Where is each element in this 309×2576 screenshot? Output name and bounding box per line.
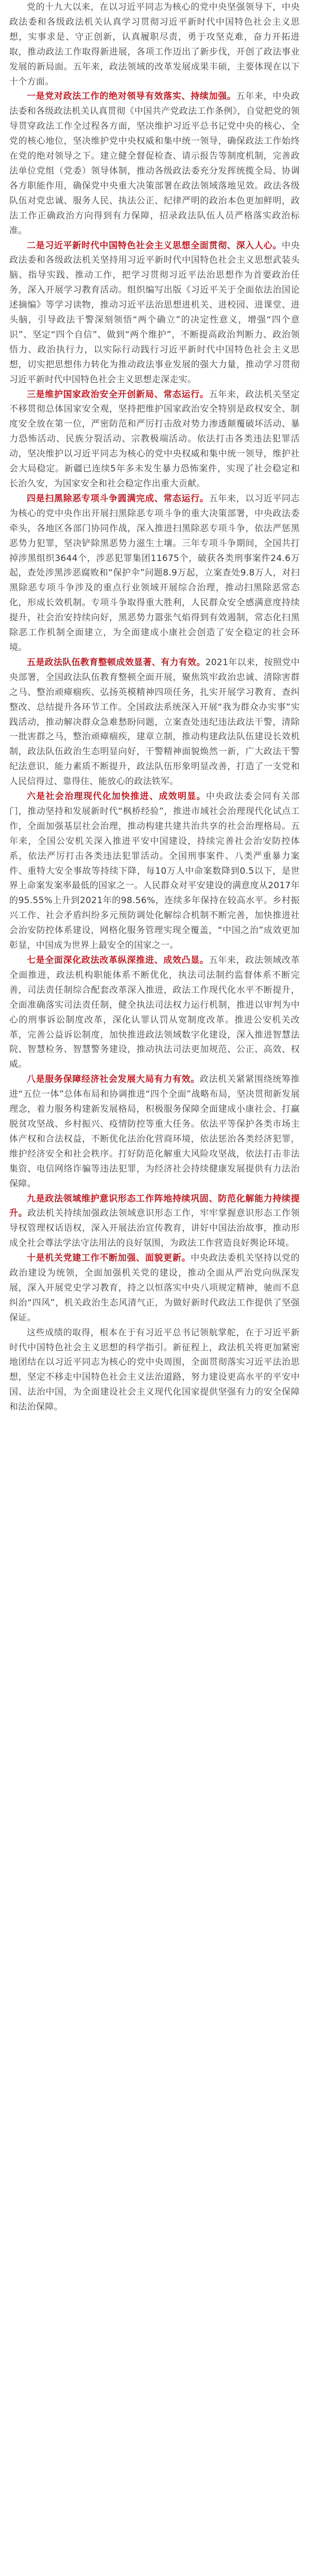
section-paragraph [9, 953, 300, 1072]
section-text: 政法机关持续加强政法领域意识形态工作，牢牢掌握意识形态工作领导权管理权话语权，深入开展法治宣传教育，讲好中国法治故事，推动形成全社会尊法学法守法用法的良好氛围，为政法工作营造良好舆论环境。 [9, 1208, 300, 1249]
section-text: 五年来，中央政法委和各级政法机关认真贯彻《中国共产党政法工作条例》，自觉把党的领导贯穿政法工作全过程各方面，坚决维护习近平总书记党中央的核心、全党的核心地位，坚决维护党中央权威和集中统一领导，确保政法工作始终在党的绝对领导之下。建立健全督促检查、请示报告等制度机制，完善政法单位党组（党委）领导体制，推动各级政法委充分发挥统揽全局、协调各方职能作用，确保党中央重大决策部署在政法领域落地见效。政法各级队伍对党忠诚、服务人民、执法公正、纪律严明的政治本色更加鲜明，政法工作正确政治方向得到有力保障，招录政法队伍人员严格落实政治标准。 [9, 91, 300, 236]
section-paragraph [9, 789, 300, 953]
closing-paragraph [9, 1326, 300, 1415]
closing-text: 这些成绩的取得，根本在于有习近平总书记领航掌舵，在于习近平新时代中国特色社会主义思想的科学指引。新征程上，政法机关将更加紧密地团结在以习近平同志为核心的党中央周围，全面贯彻落实习近平法治思想，坚定不移走中国特色社会主义法治道路，努力建设更高水平的平安中国、法治中国，为全面建设社会主义现代化国家提供坚强有力的安全保障和法治保障。 [9, 1327, 300, 1413]
section-heading: 五是政法队伍教育整顿成效显著、有力有效。 [27, 657, 205, 668]
section-text: 五年来，政法领域改革全面推进，政法机构职能体系不断优化，执法司法制约监督体系不断完善，司法责任制综合配套改革深入推进，政法工作现代化水平不断提升，全面准确落实司法责任制，健全执法司法权力运行机制，推进以审判为中心的刑事诉讼制度改革，深化认罪认罚从宽制度改革。推进公安机关改革，完善公益诉讼制度，加快推进政法领域数字化建设，深入推进智慧法院、智慧检务、智慧警务建设，推动执法司法更加规范、公正、高效、权威。 [9, 955, 300, 1070]
intro-paragraph [9, 0, 300, 89]
section-heading: 四是扫黑除恶专项斗争圆满完成、常态运行。 [27, 493, 209, 504]
section-paragraph [9, 655, 300, 789]
section-heading: 一是党对政法工作的绝对领导有效落实、持续加强。 [27, 91, 236, 102]
section-paragraph [9, 239, 300, 387]
section-paragraph [9, 1072, 300, 1191]
section-paragraph [9, 1192, 300, 1251]
intro-text: 党的十九大以来，在以习近平同志为核心的党中央坚强领导下，中央政法委和各级政法机关认真学习贯彻习近平新时代中国特色社会主义思想，实事求是、守正创新，认真履职尽责，勇于攻坚克难，奋力开拓进取，推动政法工作取得新进展，各项工作迈出了新步伐，开创了政法事业发展的新局面。五年来，政法领域的改革发展成果丰硕，主要体现在以下十个方面。 [9, 2, 300, 87]
section-heading: 二是习近平新时代中国特色社会主义思想全面贯彻、深入人心。 [27, 240, 282, 251]
section-paragraph [9, 1251, 300, 1326]
section-text: 政法机关紧紧围绕统筹推进“五位一体”总体布局和协调推进“四个全面”战略布局，坚决贯彻新发展理念，着力服务构建新发展格局，积极服务保障全面建成小康社会、打赢脱贫攻坚战、乡村振兴、疫情防控等重大任务。依法平等保护各类市场主体产权和合法权益，不断优化法治化营商环境，依法惩治各类经济犯罪，维护经济安全和社会秩序。打好防范化解重大风险攻坚战，依法打击非法集资、电信网络诈骗等违法犯罪，为经济社会持续健康发展提供有力法治保障。 [9, 1074, 300, 1189]
section-text: 中央政法委和各级政法机关坚持用习近平新时代中国特色社会主义思想武装头脑、指导实践、推动工作，把学习贯彻习近平法治思想作为首要政治任务，深入开展学习教育活动。组织编写出版《习近平关于全面依法治国论述摘编》等学习读物，推动习近平法治思想进机关、进校园、进课堂、进头脑，引导政法干警深刻领悟“两个确立”的决定性意义，增强“四个意识”、坚定“四个自信”、做到“两个维护”，不断提高政治判断力、政治领悟力、政治执行力，以实际行动践行习近平新时代中国特色社会主义思想，切实把思想伟力转化为推动政法事业发展的强大力量，推动学习贯彻习近平新时代中国特色社会主义思想走深走实。 [9, 240, 300, 385]
section-heading: 三是维护国家政治安全开创新局、常态运行。 [27, 389, 209, 400]
section-heading: 九是政法领域维护意识形态工作阵地持续巩固、防范化解能力持续提升。 [9, 1193, 300, 1219]
section-text: 五年来，政法机关坚定不移贯彻总体国家安全观，坚持把维护国家政治安全特别是政权安全、制度安全放在第一位，严密防范和严厉打击敌对势力渗透颠覆破坏活动、暴力恐怖活动、民族分裂活动、宗教极端活动。依法打击各类违法犯罪活动，坚决维护以习近平同志为核心的党中央权威和集中统一领导，维护社会大局稳定。新疆已连续5年多未发生暴力恐怖案件，实现了社会稳定和长治久安，为国家安全和社会稳定作出重大贡献。 [9, 389, 300, 489]
section-heading: 十是机关党建工作不断加强、面貌更新。 [27, 1253, 191, 1264]
section-text: 中央政法委机关坚持以党的政治建设为统领，全面加强机关党的建设，推动全面从严治党向纵深发展，深入开展党史学习教育，持之以恒落实中央八项规定精神，驰而不息纠治“四风”，机关政治生态风清气正，为做好新时代政法工作提供了坚强保证。 [9, 1253, 300, 1323]
section-text: 中央政法委会同有关部门，推动坚持和发展新时代“枫桥经验”，推进市域社会治理现代化试点工作，全面加强基层社会治理，推动构建共建共治共享的社会治理格局。五年来，全国公安机关深入推进平安中国建设，持续完善社会治安防控体系，依法严厉打击各类违法犯罪活动。全国刑事案件、八类严重暴力案件、重特大安全事故等持续下降，每10万人中命案数降到0.5以下，是世界上命案发案率最低的国家之一。人民群众对平安建设的满意度从2017年的95.55%上升到2021年的98.56%，连续多年保持在较高水平。乡村振兴工作、社会矛盾纠纷多元预防调处化解综合机制不断完善，加快推进社会治安防控体系建设，网格化服务管理实现全覆盖，“中国之治”成效更加彰显，中国成为世界上最安全的国家之一。 [9, 791, 300, 951]
section-paragraph [9, 492, 300, 655]
section-heading: 八是服务保障经济社会发展大局有力有效。 [27, 1074, 200, 1085]
section-text: 2021年以来，按照党中央部署，全国政法队伍教育整顿全面开展，聚焦筑牢政治忠诚、清除害群之马、整治顽瘴痼疾、弘扬英模精神四项任务，扎实开展学习教育、查纠整改、总结提升各环节工作。全国政法系统深入开展“我为群众办实事”实践活动，推动解决群众急难愁盼问题，立案查处违纪违法政法干警，清除一批害群之马，整治顽瘴痼疾，建章立制，推动构建政法队伍建设长效机制，政法队伍政治生态明显向好，干警精神面貌焕然一新，广大政法干警纪法意识、能力素质不断提升，政法队伍形象明显改善，打造了一支党和人民信得过、靠得住、能放心的政法铁军。 [9, 657, 300, 787]
section-paragraph [9, 387, 300, 492]
section-heading: 七是全面深化政法改革纵深推进、成效凸显。 [27, 955, 209, 965]
section-heading: 六是社会治理现代化加快推进、成效明显。 [27, 791, 206, 802]
section-text: 五年来，以习近平同志为核心的党中央作出开展扫黑除恶专项斗争的重大决策部署，中央政法委牵头，各地区各部门协同作战，深入推进扫黑除恶专项斗争，依法严惩黑恶势力犯罪，坚决铲除黑恶势力滋生土壤。三年专项斗争期间，全国共打掉涉黑组织3644个，涉恶犯罪集团11675个，破获各类刑事案件24.6万起，查处涉黑涉恶腐败和“保护伞”问题8.9万起，立案查处9.8万人，对扫黑除恶专项斗争涉及的重点行业领域开展综合治理，推动扫黑除恶常态化，形成长效机制。专项斗争取得重大胜利，人民群众安全感满意度持续提升，社会治安持续向好，黑恶势力嚣张气焰得到有效遏制，常态化扫黑除恶工作机制全面建立，为全面建成小康社会创造了安全稳定的社会环境。 [9, 493, 300, 653]
section-paragraph [9, 89, 300, 238]
